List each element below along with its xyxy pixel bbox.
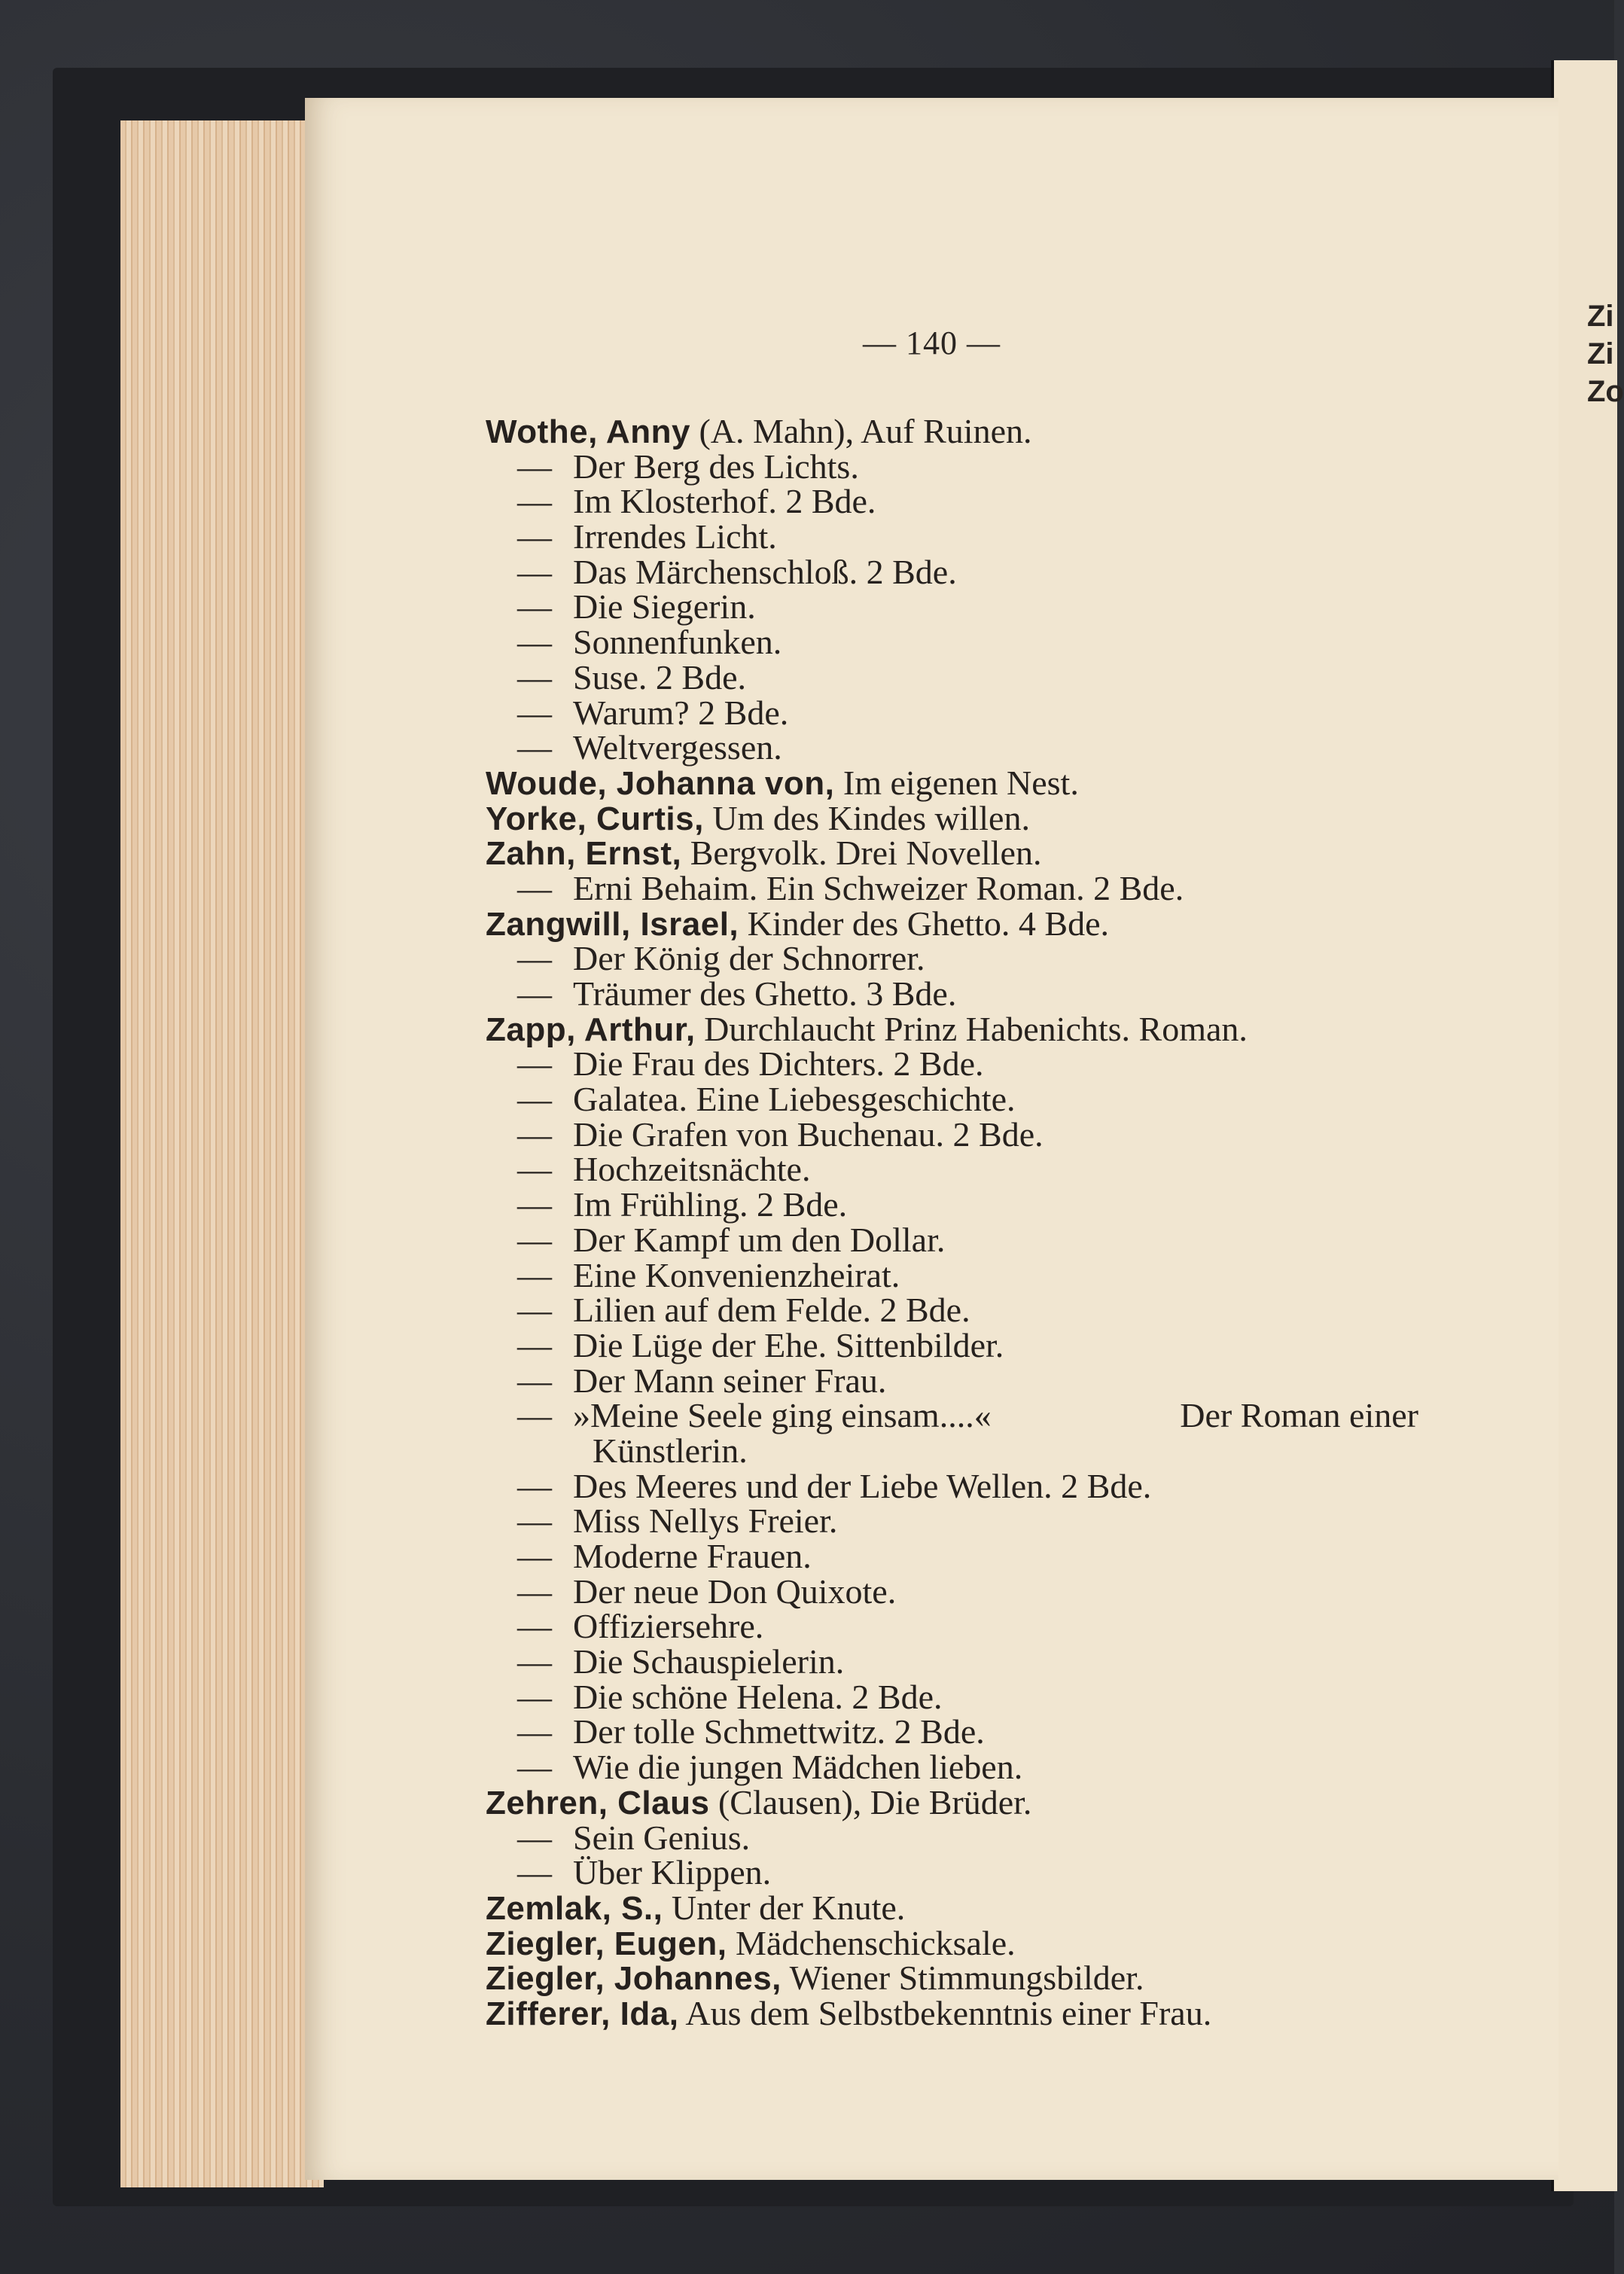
entry-title: Die Schauspielerin. <box>573 1642 845 1681</box>
author-name: Yorke, Curtis, <box>486 800 704 837</box>
ditto-dash: — <box>517 693 552 732</box>
entry-title: Künstlerin. <box>593 1431 748 1470</box>
entry-title: Die Lüge der Ehe. Sittenbilder. <box>573 1325 1004 1364</box>
author-name: Wothe, Anny <box>486 413 690 450</box>
book-page <box>305 98 1558 2180</box>
catalog-entry-author <box>486 1993 1525 2032</box>
ditto-dash: — <box>517 1642 552 1681</box>
author-name: Zemlak, S., <box>486 1889 663 1927</box>
ditto-dash: — <box>517 1080 552 1119</box>
page-edges <box>120 120 324 2187</box>
entry-title: Im eigenen Nest. <box>834 763 1079 802</box>
catalog-entry-title <box>486 625 1525 660</box>
catalog-entry-author <box>486 1888 1525 1927</box>
catalog-entry-title <box>486 1255 1525 1294</box>
entry-title: Der König der Schnorrer. <box>573 939 925 978</box>
next-page-fragment: Zo <box>1587 375 1624 408</box>
catalog-entry-title <box>486 1501 1525 1541</box>
catalog-entries <box>486 414 1525 2032</box>
catalog-entry-title <box>486 1609 1525 1645</box>
ditto-dash: — <box>517 482 552 521</box>
catalog-entry-title <box>486 1082 1525 1117</box>
catalog-entry-title <box>486 484 1525 520</box>
catalog-entry-title <box>486 1398 1525 1434</box>
catalog-entry-title <box>486 868 1525 907</box>
justified-title <box>573 1398 1418 1434</box>
catalog-entry-title <box>486 974 1525 1013</box>
ditto-dash: — <box>517 1501 552 1541</box>
entry-title: Weltvergessen. <box>573 728 782 767</box>
ditto-dash: — <box>517 1466 552 1505</box>
author-name: Zapp, Arthur, <box>486 1010 696 1048</box>
catalog-entry-title <box>486 1325 1525 1364</box>
entry-title: Sein Genius. <box>573 1818 751 1857</box>
ditto-dash: — <box>517 1185 552 1224</box>
entry-title: Eine Konvenienzheirat. <box>573 1255 900 1294</box>
catalog-entry-author <box>486 763 1525 802</box>
entry-title: Bergvolk. Drei Novellen. <box>681 834 1042 873</box>
entry-title: Die Frau des Dichters. 2 Bde. <box>573 1044 984 1084</box>
entry-title: Um des Kindes willen. <box>703 798 1030 837</box>
entry-title: Träumer des Ghetto. 3 Bde. <box>573 974 957 1013</box>
entry-title: (A. Mahn), Auf Ruinen. <box>690 412 1032 450</box>
ditto-dash: — <box>517 1114 552 1154</box>
author-name: Zahn, Ernst, <box>486 835 682 873</box>
entry-title: Erni Behaim. Ein Schweizer Roman. 2 Bde. <box>573 868 1184 907</box>
ditto-dash: — <box>517 1537 552 1575</box>
catalog-entry-author <box>486 1009 1525 1048</box>
ditto-dash: — <box>517 447 552 486</box>
ditto-dash: — <box>517 1150 552 1189</box>
catalog-entry-title <box>486 587 1525 626</box>
entry-title: Über Klippen. <box>573 1853 772 1892</box>
ditto-dash: — <box>517 868 552 907</box>
entry-title: (Clausen), Die Brüder. <box>709 1782 1032 1821</box>
ditto-dash: — <box>517 517 552 556</box>
catalog-entry-title <box>486 552 1525 591</box>
entry-title: Suse. 2 Bde. <box>573 657 746 697</box>
catalog-entry-title <box>486 1855 1525 1891</box>
catalog-entry-author <box>486 798 1525 837</box>
entry-title: Kinder des Ghetto. 4 Bde. <box>739 904 1110 943</box>
ditto-dash: — <box>517 1712 552 1751</box>
entry-title: Der Mann seiner Frau. <box>573 1361 887 1400</box>
entry-title: Lilien auf dem Felde. 2 Bde. <box>573 1291 970 1330</box>
entry-title: Wie die jungen Mädchen lieben. <box>573 1748 1023 1787</box>
catalog-entry-title <box>486 693 1525 732</box>
ditto-dash: — <box>517 1220 552 1259</box>
catalog-entry-author <box>486 836 1525 871</box>
catalog-entry-title <box>486 1293 1525 1328</box>
catalog-entry-title <box>486 1571 1525 1611</box>
ditto-dash: — <box>517 552 552 591</box>
catalog-entry-title <box>486 1466 1525 1505</box>
page-number: — 140 — <box>863 325 1001 361</box>
ditto-dash: — <box>517 728 552 767</box>
ditto-dash: — <box>517 1044 552 1084</box>
catalog-entry-title <box>486 1220 1525 1259</box>
next-page-fragment: Zi <box>1587 337 1614 370</box>
catalog-entry-title <box>486 517 1525 556</box>
catalog-entry-title <box>486 1152 1525 1187</box>
catalog-entry-title <box>486 730 1525 766</box>
ditto-dash: — <box>517 1607 552 1646</box>
next-page-fragment: Zi <box>1587 300 1614 333</box>
catalog-entry-title <box>486 1187 1525 1223</box>
catalog-entry-author <box>486 414 1525 450</box>
entry-title: Die Grafen von Buchenau. 2 Bde. <box>573 1114 1044 1154</box>
catalog-entry-title <box>486 1044 1525 1084</box>
entry-title: Hochzeitsnächte. <box>573 1150 811 1189</box>
ditto-dash: — <box>517 657 552 697</box>
ditto-dash: — <box>517 1677 552 1716</box>
author-name: Zifferer, Ida, <box>486 1995 679 2032</box>
entry-title: Im Klosterhof. 2 Bde. <box>573 482 876 521</box>
author-name: Ziegler, Johannes, <box>486 1960 782 1998</box>
entry-title: Die schöne Helena. 2 Bde. <box>573 1677 943 1716</box>
catalog-entry-title <box>486 657 1525 697</box>
entry-title: Im Frühling. 2 Bde. <box>573 1185 848 1224</box>
entry-title: Das Märchenschloß. 2 Bde. <box>573 552 957 591</box>
ditto-dash: — <box>517 1853 552 1892</box>
entry-title: Der Kampf um den Dollar. <box>573 1220 946 1259</box>
catalog-entry-author <box>486 904 1525 943</box>
ditto-dash: — <box>517 1748 552 1787</box>
author-name: Zehren, Claus <box>486 1784 710 1821</box>
catalog-entry-title <box>486 1114 1525 1154</box>
catalog-entry-title <box>486 1712 1525 1751</box>
entry-title: Der tolle Schmettwitz. 2 Bde. <box>573 1712 985 1751</box>
ditto-dash: — <box>517 1255 552 1294</box>
next-page-text-fragments <box>1587 297 1624 410</box>
ditto-dash: — <box>517 587 552 626</box>
entry-title: Wiener Stimmungsbilder. <box>781 1959 1144 1998</box>
ditto-dash: — <box>517 939 552 978</box>
entry-title: Miss Nellys Freier. <box>573 1501 838 1541</box>
entry-title: Irrendes Licht. <box>573 517 777 556</box>
catalog-entry-title <box>486 1750 1525 1785</box>
catalog-entry-title <box>486 447 1525 486</box>
entry-title: Sonnenfunken. <box>573 623 782 662</box>
catalog-entry-title <box>486 941 1525 977</box>
entry-title: Aus dem Selbstbekenntnis einer Frau. <box>678 1993 1212 2032</box>
entry-title: Galatea. Eine Liebesgeschichte. <box>573 1080 1016 1119</box>
entry-title: Des Meeres und der Liebe Wellen. 2 Bde. <box>573 1466 1152 1505</box>
catalog-entry-title <box>486 1361 1525 1400</box>
catalog-entry-title <box>486 1677 1525 1716</box>
author-name: Woude, Johanna von, <box>486 764 835 802</box>
ditto-dash: — <box>517 1818 552 1857</box>
entry-title: Moderne Frauen. <box>573 1537 812 1575</box>
catalog-entry-title <box>486 1642 1525 1681</box>
entry-title-right: Der Roman einer <box>1180 1396 1418 1435</box>
entry-title: Durchlaucht Prinz Habenichts. Roman. <box>695 1009 1248 1048</box>
ditto-dash: — <box>517 1396 552 1435</box>
entry-title-left: »Meine Seele ging einsam....« <box>573 1396 992 1435</box>
entry-title: Mädchenschicksale. <box>727 1923 1016 1962</box>
ditto-dash: — <box>517 1361 552 1400</box>
entry-title: Unter der Knute. <box>663 1888 906 1927</box>
entry-title: Offiziersehre. <box>573 1607 764 1646</box>
author-name: Ziegler, Eugen, <box>486 1925 727 1962</box>
author-name: Zangwill, Israel, <box>486 905 739 943</box>
entry-title: Warum? 2 Bde. <box>573 693 789 732</box>
ditto-dash: — <box>517 1291 552 1330</box>
catalog-entry-continuation <box>486 1431 1525 1470</box>
catalog-entry-title <box>486 1539 1525 1574</box>
catalog-entry-author <box>486 1923 1525 1962</box>
ditto-dash: — <box>517 623 552 662</box>
catalog-entry-author <box>486 1961 1525 1996</box>
ditto-dash: — <box>517 974 552 1013</box>
entry-title: Der Berg des Lichts. <box>573 447 859 486</box>
entry-title: Der neue Don Quixote. <box>573 1571 897 1611</box>
ditto-dash: — <box>517 1571 552 1611</box>
ditto-dash: — <box>517 1325 552 1364</box>
catalog-entry-title <box>486 1818 1525 1857</box>
catalog-entry-author <box>486 1782 1525 1821</box>
entry-title: Die Siegerin. <box>573 587 756 626</box>
